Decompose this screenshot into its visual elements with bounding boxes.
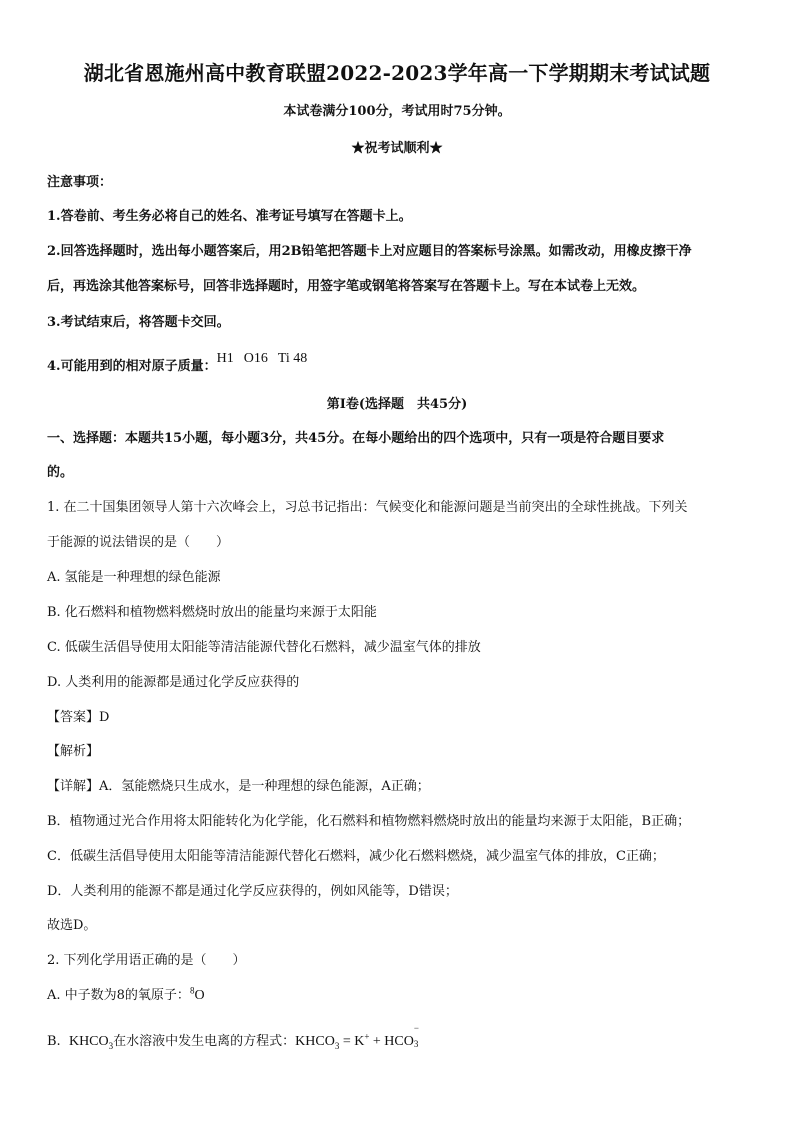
q2-option-b-label: B. xyxy=(47,1034,61,1049)
exam-title: 湖北省恩施州高中教育联盟2022-2023学年高一下学期期末考试试题 xyxy=(83,61,711,85)
ionization-equation xyxy=(295,1023,421,1051)
equation-hco3: + HCO xyxy=(369,1034,414,1049)
q1-option-a: A. 氢能是一种理想的绿色能源 xyxy=(47,570,221,585)
q2-option-a-text: A. 中子数为8的氧原子： xyxy=(47,988,190,1003)
notice-item-4 xyxy=(47,350,308,374)
exam-subtitle: 本试卷满分100分，考试用时75分钟。 xyxy=(283,104,511,119)
q1-option-d: D. 人类利用的能源都是通过化学反应获得的 xyxy=(47,675,300,690)
q1-detail-b: B．植物通过光合作用将太阳能转化为化学能，化石燃料和植物燃料燃烧时放出的能量均来源于太阳能，B正确； xyxy=(47,814,691,829)
atomic-mass-o: O16 xyxy=(243,351,268,366)
q1-answer: 【答案】D xyxy=(47,710,110,725)
q2-option-b-text: 在水溶液中发生电离的方程式： xyxy=(113,1034,296,1049)
equation-hco3-charge: − xyxy=(413,1023,419,1033)
equation-hco3-scripts xyxy=(413,1023,421,1049)
oxygen-symbol: O xyxy=(194,988,205,1003)
notice-heading: 注意事项： xyxy=(47,175,113,190)
q1-conclusion: 故选D。 xyxy=(47,918,97,933)
exam-wish: ★祝考试顺利★ xyxy=(351,141,443,156)
equation-k-charge: + xyxy=(364,1031,370,1042)
khco3-formula xyxy=(69,1034,113,1049)
oxygen-mass-number: 8 xyxy=(189,985,195,996)
equation-lhs: KHCO xyxy=(295,1034,335,1049)
notice-item-2-line-1: 2.回答选择题时，选出每小题答案后，用2B铅笔把答题卡上对应题目的答案标号涂黑。如需改动，用橡皮擦干净 xyxy=(47,244,692,259)
section-intro-line-1: 一、选择题：本题共15小题，每小题3分，共45分。在每小题给出的四个选项中，只有一项是符合题目要求 xyxy=(47,431,665,446)
q1-stem-line-1: 1. 在二十国集团领导人第十六次峰会上，习总书记指出：气候变化和能源问题是当前突出的全球性挑战。下列关 xyxy=(47,500,688,515)
q2-option-a xyxy=(47,987,205,1005)
section-intro-line-2: 的。 xyxy=(47,465,74,480)
section-heading: 第Ⅰ卷(选择题 共45分) xyxy=(326,397,468,412)
q2-stem: 2. 下列化学用语正确的是（ ） xyxy=(47,953,246,968)
atomic-mass-ti: Ti 48 xyxy=(277,351,308,366)
q1-stem-line-2: 于能源的说法错误的是（ ） xyxy=(47,535,230,550)
q1-detail-c: C．低碳生活倡导使用太阳能等清洁能源代替化石燃料，减少化石燃料燃烧，减少温室气体的排放，C正确； xyxy=(47,849,665,864)
notice-item-3: 3.考试结束后，将答题卡交回。 xyxy=(47,315,230,330)
equation-lhs-subscript: 3 xyxy=(334,1040,340,1051)
notice-item-1: 1.答卷前、考生务必将自己的姓名、准考证号填写在答题卡上。 xyxy=(47,209,412,224)
q1-detail-d: D．人类利用的能源不都是通过化学反应获得的，例如风能等，D错误； xyxy=(47,884,458,899)
q2-option-b xyxy=(47,1023,421,1051)
q1-option-c: C. 低碳生活倡导使用太阳能等清洁能源代替化石燃料，减少温室气体的排放 xyxy=(47,640,481,655)
q1-option-b: B. 化石燃料和植物燃料燃烧时放出的能量均来源于太阳能 xyxy=(47,605,377,620)
khco3-subscript: 3 xyxy=(108,1040,114,1051)
notice-item-4-prefix: 4.可能用到的相对原子质量： xyxy=(47,359,217,374)
equation-hco3-subscript: 3 xyxy=(413,1039,419,1049)
q1-detail-a: 【详解】A．氢能燃烧只生成水，是一种理想的绿色能源，A正确； xyxy=(47,779,430,794)
atomic-mass-h: H1 xyxy=(216,351,234,366)
khco3-base: KHCO xyxy=(68,1034,109,1049)
notice-item-2-line-2: 后，再选涂其他答案标号，回答非选择题时，用签字笔或钢笔将答案写在答题卡上。写在本试卷上无效。 xyxy=(47,279,646,294)
equation-k: = K xyxy=(339,1034,365,1049)
oxygen-isotope xyxy=(189,985,205,1003)
q1-analysis-label: 【解析】 xyxy=(47,744,100,759)
